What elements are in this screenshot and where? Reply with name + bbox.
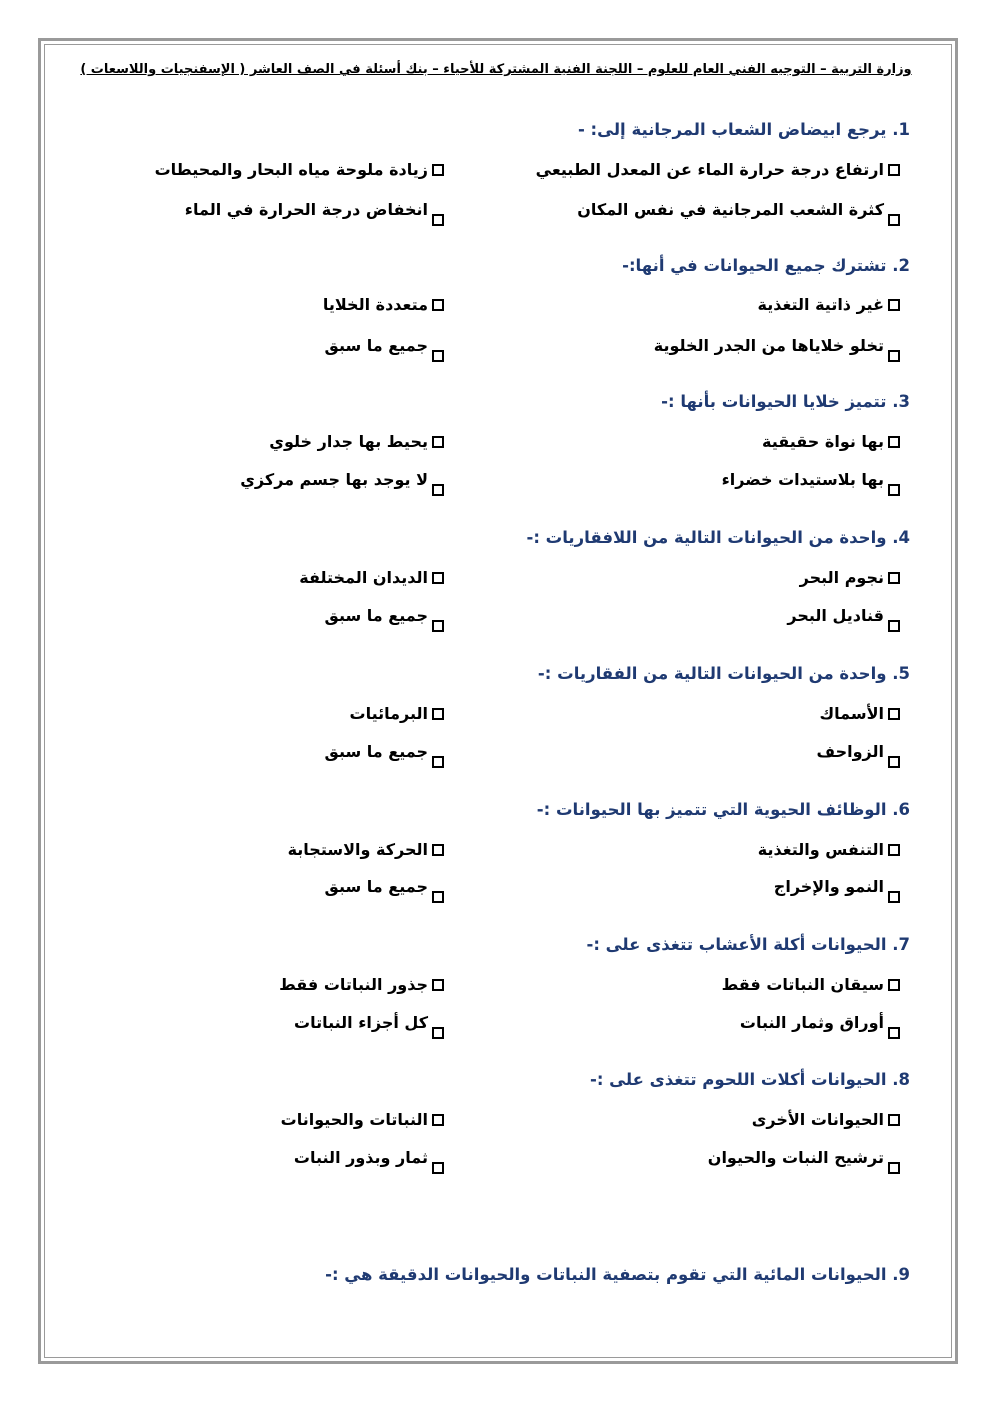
- checkbox-icon[interactable]: [432, 214, 444, 226]
- option-label: نجوم البحر: [799, 568, 884, 587]
- option-label: لا يوجد بها جسم مركزي: [240, 470, 428, 489]
- question-8: [510, 1070, 910, 1089]
- checkbox-icon[interactable]: [432, 1162, 444, 1174]
- option-label: أوراق وثمار النبات: [739, 1013, 884, 1032]
- checkbox-icon[interactable]: [432, 164, 444, 176]
- checkbox-icon[interactable]: [432, 350, 444, 362]
- option-label: الحيوانات الأخرى: [751, 1110, 884, 1129]
- option-label: انخفاض درجة الحرارة في الماء: [184, 200, 428, 219]
- checkbox-icon[interactable]: [432, 844, 444, 856]
- checkbox-icon[interactable]: [432, 299, 444, 311]
- checkbox-icon[interactable]: [432, 708, 444, 720]
- option-label: جذور النباتات فقط: [279, 975, 428, 994]
- option-label: البرمائيات: [349, 704, 428, 723]
- option-label: ارتفاع درجة حرارة الماء عن المعدل الطبيعي: [535, 160, 884, 179]
- checkbox-icon[interactable]: [432, 1114, 444, 1126]
- checkbox-icon[interactable]: [888, 891, 900, 903]
- checkbox-icon[interactable]: [888, 708, 900, 720]
- option-label: غير ذاتية التغذية: [757, 295, 884, 314]
- option-label: النمو والإخراج: [773, 877, 884, 896]
- option-3a[interactable]: [540, 432, 900, 451]
- option-5d[interactable]: [124, 742, 444, 761]
- option-5a[interactable]: [540, 704, 900, 723]
- question-1: [510, 120, 910, 139]
- checkbox-icon[interactable]: [888, 350, 900, 362]
- option-4c[interactable]: [540, 606, 900, 625]
- option-label: بها بلاستيدات خضراء: [721, 470, 884, 489]
- option-label: كثرة الشعب المرجانية في نفس المكان: [577, 200, 884, 219]
- question-4: [510, 528, 910, 547]
- option-4b[interactable]: [124, 568, 444, 587]
- option-1c[interactable]: [540, 200, 900, 219]
- option-1b[interactable]: [124, 160, 444, 179]
- option-label: الأسماك: [819, 704, 884, 723]
- option-6d[interactable]: [124, 877, 444, 896]
- option-8d[interactable]: [124, 1148, 444, 1167]
- question-text: الحيوانات المائية التي تقوم بتصفية النباتات والحيوانات الدقيقة هي :-: [325, 1265, 887, 1284]
- question-3: [510, 392, 910, 411]
- question-text: واحدة من الحيوانات التالية من الفقاريات :-: [537, 664, 887, 683]
- option-2b[interactable]: [124, 295, 444, 314]
- option-1a[interactable]: [535, 160, 900, 179]
- option-1d[interactable]: [124, 200, 444, 219]
- option-7c[interactable]: [540, 1013, 900, 1032]
- option-8a[interactable]: [540, 1110, 900, 1129]
- option-label: قناديل البحر: [787, 606, 884, 625]
- question-2: [510, 256, 910, 275]
- option-6b[interactable]: [124, 840, 444, 859]
- option-label: جميع ما سبق: [324, 606, 428, 625]
- checkbox-icon[interactable]: [432, 1027, 444, 1039]
- option-3c[interactable]: [540, 470, 900, 489]
- option-2d[interactable]: [124, 336, 444, 355]
- option-5c[interactable]: [540, 742, 900, 761]
- option-label: تخلو خلاياها من الجدر الخلوية: [653, 336, 884, 355]
- option-8b[interactable]: [124, 1110, 444, 1129]
- option-label: الديدان المختلفة: [299, 568, 428, 587]
- checkbox-icon[interactable]: [432, 620, 444, 632]
- question-7: [510, 935, 910, 954]
- option-label: الحركة والاستجابة: [287, 840, 428, 859]
- option-label: الزواحف: [816, 742, 884, 761]
- question-number: 8.: [892, 1070, 910, 1089]
- option-2c[interactable]: [540, 336, 900, 355]
- question-number: 5.: [892, 664, 910, 683]
- option-label: بها نواة حقيقية: [761, 432, 884, 451]
- question-number: 7.: [892, 935, 910, 954]
- question-number: 1.: [892, 120, 910, 139]
- checkbox-icon[interactable]: [888, 436, 900, 448]
- checkbox-icon[interactable]: [888, 620, 900, 632]
- question-text: الحيوانات أكلة الأعشاب تتغذى على :-: [586, 935, 887, 954]
- checkbox-icon[interactable]: [432, 484, 444, 496]
- checkbox-icon[interactable]: [432, 756, 444, 768]
- question-number: 4.: [892, 528, 910, 547]
- checkbox-icon[interactable]: [888, 484, 900, 496]
- checkbox-icon[interactable]: [432, 891, 444, 903]
- checkbox-icon[interactable]: [888, 164, 900, 176]
- option-label: متعددة الخلايا: [322, 295, 428, 314]
- checkbox-icon[interactable]: [888, 214, 900, 226]
- option-label: زيادة ملوحة مياه البحار والمحيطات: [154, 160, 428, 179]
- question-5: [510, 664, 910, 683]
- checkbox-icon[interactable]: [888, 572, 900, 584]
- option-label: يحيط بها جدار خلوي: [269, 432, 428, 451]
- question-text: يرجع ابيضاض الشعاب المرجانية إلى: -: [577, 120, 887, 139]
- question-number: 6.: [892, 800, 910, 819]
- checkbox-icon[interactable]: [432, 572, 444, 584]
- question-text: الوظائف الحيوية التي تتميز بها الحيوانات :-: [536, 800, 887, 819]
- option-4a[interactable]: [540, 568, 900, 587]
- checkbox-icon[interactable]: [888, 1114, 900, 1126]
- option-label: التنفس والتغذية: [757, 840, 884, 859]
- option-label: النباتات والحيوانات: [280, 1110, 428, 1129]
- question-9: [310, 1265, 910, 1284]
- question-text: تتميز خلايا الحيوانات بأنها :-: [661, 392, 887, 411]
- option-3d[interactable]: [124, 470, 444, 489]
- option-label: جميع ما سبق: [324, 336, 428, 355]
- option-label: جميع ما سبق: [324, 877, 428, 896]
- page-header: وزارة التربية – التوجيه الفني العام للعلوم – اللجنة الفنية المشتركة للأحياء – بنك أسئلة في الصف العاشر ( الإسفنجيات واللاسعات ): [80, 62, 912, 77]
- option-label: ترشيح النبات والحيوان: [707, 1148, 884, 1167]
- question-number: 2.: [892, 256, 910, 275]
- checkbox-icon[interactable]: [888, 299, 900, 311]
- option-5b[interactable]: [124, 704, 444, 723]
- option-label: ثمار وبذور النبات: [293, 1148, 428, 1167]
- option-6a[interactable]: [540, 840, 900, 859]
- option-2a[interactable]: [540, 295, 900, 314]
- option-3b[interactable]: [124, 432, 444, 451]
- checkbox-icon[interactable]: [888, 844, 900, 856]
- checkbox-icon[interactable]: [888, 1027, 900, 1039]
- question-number: 3.: [892, 392, 910, 411]
- question-number: 9.: [892, 1265, 910, 1284]
- option-7a[interactable]: [540, 975, 900, 994]
- question-text: تشترك جميع الحيوانات في أنها:-: [622, 256, 887, 275]
- option-label: كل أجزاء النباتات: [293, 1013, 428, 1032]
- option-7b[interactable]: [124, 975, 444, 994]
- checkbox-icon[interactable]: [888, 756, 900, 768]
- option-6c[interactable]: [540, 877, 900, 896]
- option-7d[interactable]: [124, 1013, 444, 1032]
- option-8c[interactable]: [540, 1148, 900, 1167]
- checkbox-icon[interactable]: [888, 1162, 900, 1174]
- option-label: سيقان النباتات فقط: [721, 975, 884, 994]
- question-text: الحيوانات أكلات اللحوم تتغذى على :-: [589, 1070, 887, 1089]
- question-text: واحدة من الحيوانات التالية من اللافقاريات :-: [526, 528, 887, 547]
- option-4d[interactable]: [124, 606, 444, 625]
- checkbox-icon[interactable]: [888, 979, 900, 991]
- checkbox-icon[interactable]: [432, 979, 444, 991]
- question-6: [510, 800, 910, 819]
- checkbox-icon[interactable]: [432, 436, 444, 448]
- option-label: جميع ما سبق: [324, 742, 428, 761]
